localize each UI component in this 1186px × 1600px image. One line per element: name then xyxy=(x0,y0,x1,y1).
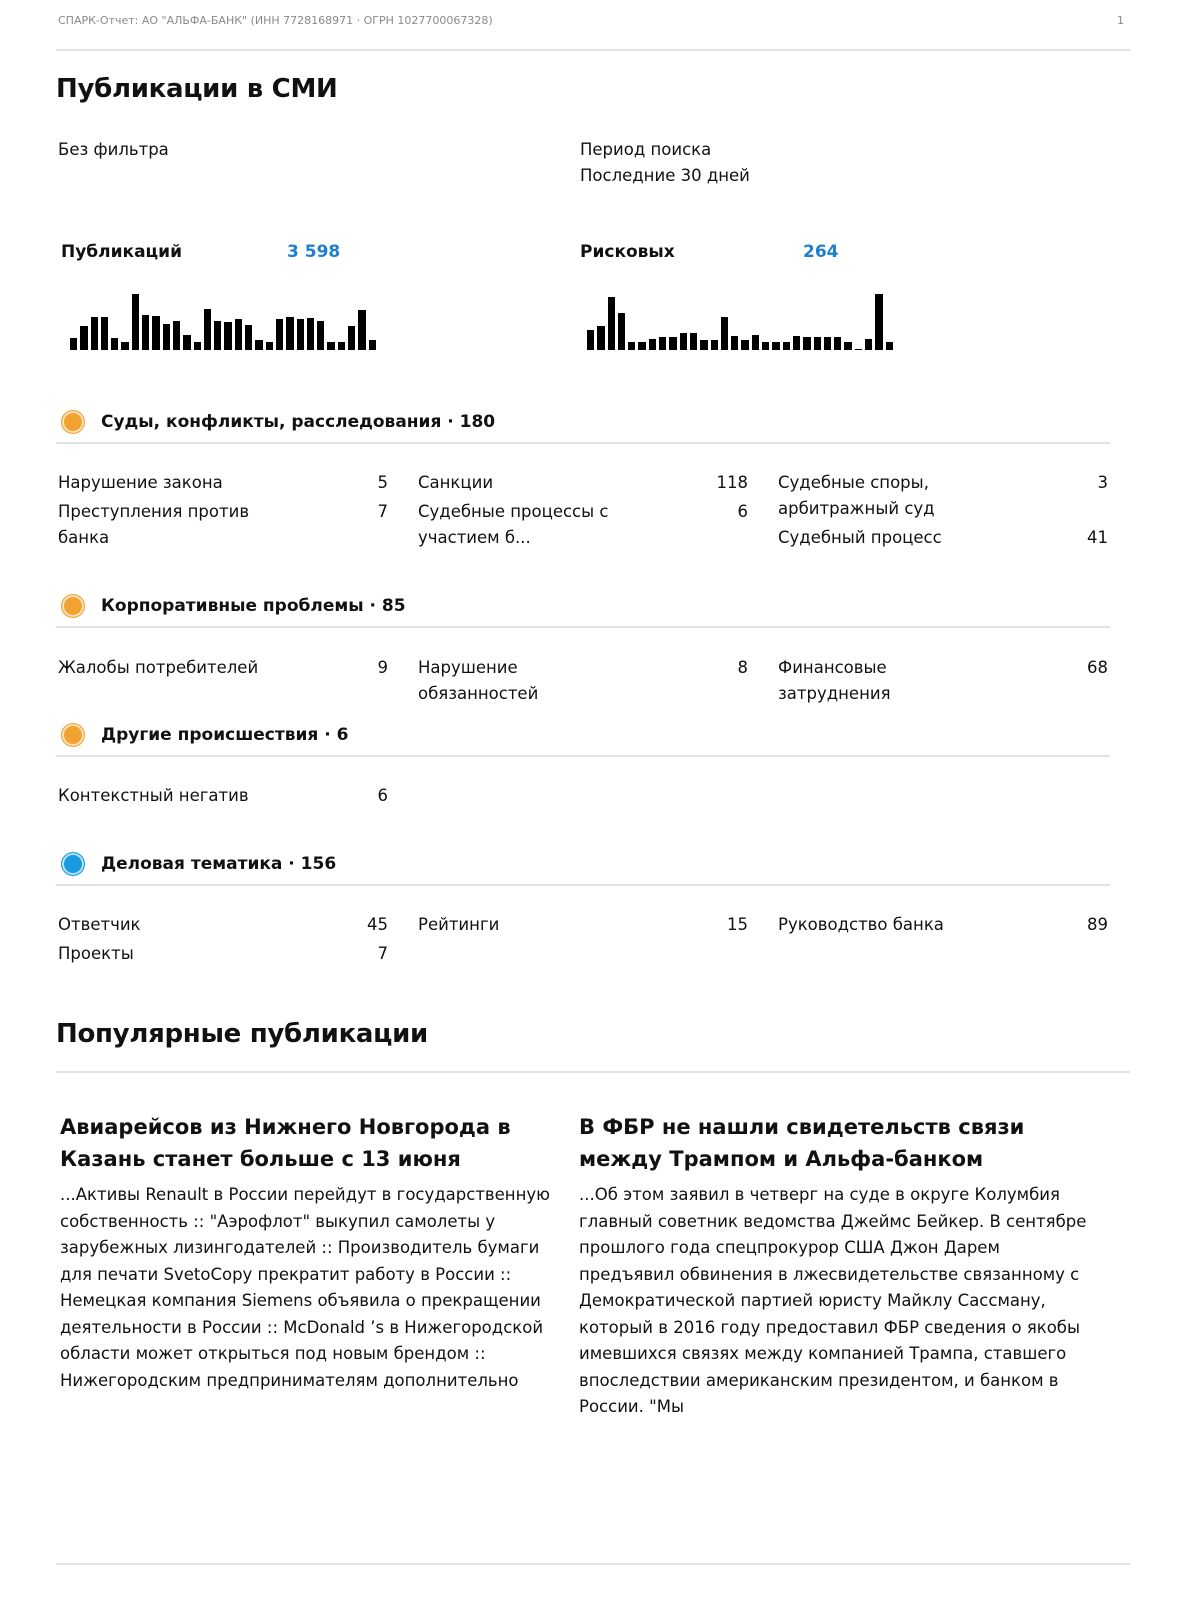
category-item[interactable] xyxy=(58,470,388,496)
category-column xyxy=(418,470,748,554)
sparkline-bar xyxy=(266,342,273,350)
sparkline-bar xyxy=(70,338,77,350)
item-count: 6 xyxy=(737,502,748,521)
article-title-2[interactable]: В ФБР не нашли свидетельств связи между Трампом и Альфа-банком xyxy=(579,1115,1025,1171)
sparkline-bar xyxy=(886,342,893,350)
category-item[interactable] xyxy=(58,499,388,551)
item-label: Судебные споры, арбитражный суд xyxy=(778,473,935,518)
sparkline-bar xyxy=(255,340,262,350)
category-item[interactable] xyxy=(58,941,388,967)
category-header xyxy=(56,594,1110,628)
item-label: Нарушение обязанностей xyxy=(418,658,539,703)
sparkline-bar xyxy=(327,342,334,350)
item-count: 9 xyxy=(377,658,388,677)
sparkline-bar xyxy=(194,342,201,350)
sparkline-bar xyxy=(721,317,728,350)
publications-label: Публикаций xyxy=(61,242,182,262)
category-item[interactable] xyxy=(58,783,388,809)
category-column xyxy=(778,783,1108,812)
category-column xyxy=(58,783,388,812)
sparkline-bar xyxy=(338,342,345,350)
item-count: 89 xyxy=(1087,915,1108,934)
risky-count: 264 xyxy=(803,242,839,262)
sparkline-bar xyxy=(711,340,718,350)
risky-label: Рисковых xyxy=(580,242,675,262)
publications-count: 3 598 xyxy=(287,242,341,262)
category-item[interactable] xyxy=(778,912,1108,938)
item-count: 3 xyxy=(1097,473,1108,492)
category-dot-icon xyxy=(61,723,85,747)
category-item[interactable] xyxy=(418,470,748,496)
sparkline-bar xyxy=(844,342,851,350)
category-grid xyxy=(58,655,1108,710)
sparkline-bar xyxy=(235,319,242,350)
category-item[interactable] xyxy=(778,525,1108,551)
sparkline-bar xyxy=(649,339,656,350)
category-header xyxy=(56,723,1110,757)
item-count: 118 xyxy=(716,473,748,492)
sparkline-bar xyxy=(245,325,252,350)
period-value: Последние 30 дней xyxy=(580,166,750,185)
item-label: Преступления против банка xyxy=(58,502,250,547)
item-count: 41 xyxy=(1087,528,1108,547)
sparkline-bar xyxy=(111,338,118,350)
sparkline-bar xyxy=(358,310,365,350)
category-dot-icon xyxy=(61,594,85,618)
item-label: Ответчик xyxy=(58,915,141,934)
sparkline-bar xyxy=(132,294,139,350)
sparkline-bar xyxy=(690,333,697,350)
category-item[interactable] xyxy=(58,912,388,938)
sparkline-bar xyxy=(101,317,108,350)
sparkline-bar xyxy=(793,336,800,350)
sparkline-bar xyxy=(618,313,625,350)
article-title-1[interactable]: Авиарейсов из Нижнего Новгорода в Казань станет больше с 13 июня xyxy=(60,1115,511,1171)
item-label: Рейтинги xyxy=(418,915,500,934)
category-title: Другие происшествия · 6 xyxy=(101,725,349,745)
sparkline-bar xyxy=(276,319,283,350)
sparkline-bar xyxy=(731,336,738,350)
sparkline-bar xyxy=(91,317,98,350)
sparkline-bar xyxy=(762,342,769,350)
item-label: Судебные процессы с участием б... xyxy=(418,502,609,547)
item-count: 5 xyxy=(377,473,388,492)
category-column xyxy=(418,783,748,812)
page-number: 1 xyxy=(1117,14,1124,27)
period-label: Период поиска xyxy=(580,140,712,159)
risky-sparkline xyxy=(587,290,893,350)
category-header xyxy=(56,852,1110,886)
sparkline-bar xyxy=(628,342,635,350)
category-item[interactable] xyxy=(418,912,748,938)
category-dot-icon xyxy=(61,410,85,434)
category-column xyxy=(58,655,388,710)
sparkline-bar xyxy=(669,337,676,350)
publications-sparkline xyxy=(70,290,376,350)
sparkline-bar xyxy=(224,322,231,350)
article-snippet-2: ...Об этом заявил в четверг на суде в округе Колумбия главный советник ведомства Джеймс Бейкер. В сентябре прошлого года спецпрокурор США Джон Дарем предъявил обвинения в лжесвидетельстве связанному с Демократической партией юристу Майклу Сассману, который в 2016 году предоставил ФБР сведения о якобы имевшихся связях между компанией Трампа, ставшего впоследствии американским президентом, и банком в России. "Мы xyxy=(579,1185,1087,1416)
sparkline-bar xyxy=(659,337,666,350)
item-count: 8 xyxy=(737,658,748,677)
category-title: Деловая тематика · 156 xyxy=(101,854,337,874)
category-item[interactable] xyxy=(418,499,748,551)
page-title: Публикации в СМИ xyxy=(56,74,338,104)
sparkline-bar xyxy=(80,326,87,350)
article-snippet-1: ...Активы Renault в России перейдут в государственную собственность :: "Аэрофлот" выкупил самолеты у зарубежных лизингодателей :: Производитель бумаги для печати SvetoCopy прекратит работу в России :: Немецкая компания Siemens объявила о прекращении деятельности в России :: McDonald ’s в Нижегородской области может открыться под новым брендом :: Нижегородским предпринимателям дополнительно xyxy=(60,1185,551,1390)
sparkline-bar xyxy=(297,319,304,350)
sparkline-bar xyxy=(587,330,594,350)
sparkline-bar xyxy=(369,340,376,350)
category-title: Суды, конфликты, расследования · 180 xyxy=(101,412,496,432)
sparkline-bar xyxy=(638,342,645,350)
sparkline-bar xyxy=(142,315,149,350)
item-label: Жалобы потребителей xyxy=(58,658,259,677)
category-grid xyxy=(58,912,1108,970)
item-count: 7 xyxy=(377,502,388,521)
sparkline-bar xyxy=(875,294,882,350)
sparkline-bar xyxy=(163,324,170,350)
sparkline-bar xyxy=(680,333,687,350)
category-header xyxy=(56,410,1110,444)
category-column xyxy=(418,655,748,710)
sparkline-bar xyxy=(772,342,779,350)
sparkline-bar xyxy=(834,337,841,350)
category-column xyxy=(418,912,748,970)
item-label: Проекты xyxy=(58,944,134,963)
category-item[interactable] xyxy=(58,655,388,681)
popular-title: Популярные публикации xyxy=(56,1019,428,1049)
sparkline-bar xyxy=(121,342,128,350)
sparkline-bar xyxy=(152,316,159,350)
sparkline-bar xyxy=(814,337,821,350)
item-label: Контекстный негатив xyxy=(58,786,249,805)
category-item[interactable] xyxy=(778,655,1108,707)
category-title: Корпоративные проблемы · 85 xyxy=(101,596,406,616)
sparkline-bar xyxy=(597,326,604,350)
category-column xyxy=(778,655,1108,710)
sparkline-bar xyxy=(183,335,190,350)
sparkline-bar xyxy=(317,321,324,350)
category-column xyxy=(58,470,388,554)
item-count: 6 xyxy=(377,786,388,805)
sparkline-bar xyxy=(803,337,810,350)
sparkline-bar xyxy=(214,321,221,350)
item-label: Финансовые затруднения xyxy=(778,658,891,703)
sparkline-bar xyxy=(286,317,293,350)
sparkline-bar xyxy=(783,342,790,350)
item-label: Руководство банка xyxy=(778,915,944,934)
category-column xyxy=(778,470,1108,554)
sparkline-bar xyxy=(824,337,831,350)
category-item[interactable] xyxy=(778,470,1108,522)
category-grid xyxy=(58,783,1102,812)
sparkline-bar xyxy=(741,340,748,350)
sparkline-bar xyxy=(173,321,180,350)
sparkline-bar xyxy=(700,340,707,350)
item-count: 45 xyxy=(367,915,388,934)
sparkline-bar xyxy=(855,349,862,350)
category-column xyxy=(778,912,1108,970)
category-grid xyxy=(58,470,1108,554)
sparkline-bar xyxy=(752,335,759,350)
item-count: 68 xyxy=(1087,658,1108,677)
sparkline-bar xyxy=(865,339,872,350)
item-label: Нарушение закона xyxy=(58,473,223,492)
sparkline-bar xyxy=(348,326,355,350)
report-title: СПАРК-Отчет: АО "АЛЬФА-БАНК" (ИНН 7728168971 · ОГРН 1027700067328) xyxy=(58,14,493,27)
report-header xyxy=(58,14,1124,34)
item-label: Судебный процесс xyxy=(778,528,942,547)
category-column xyxy=(58,912,388,970)
sparkline-bar xyxy=(307,318,314,350)
footer-divider xyxy=(56,1563,1130,1565)
category-dot-icon xyxy=(61,852,85,876)
header-divider xyxy=(56,49,1130,51)
popular-divider xyxy=(56,1071,1130,1073)
item-count: 7 xyxy=(377,944,388,963)
sparkline-bar xyxy=(608,297,615,350)
item-count: 15 xyxy=(727,915,748,934)
filter-label: Без фильтра xyxy=(58,140,169,159)
item-label: Санкции xyxy=(418,473,494,492)
category-item[interactable] xyxy=(418,655,748,707)
sparkline-bar xyxy=(204,309,211,350)
